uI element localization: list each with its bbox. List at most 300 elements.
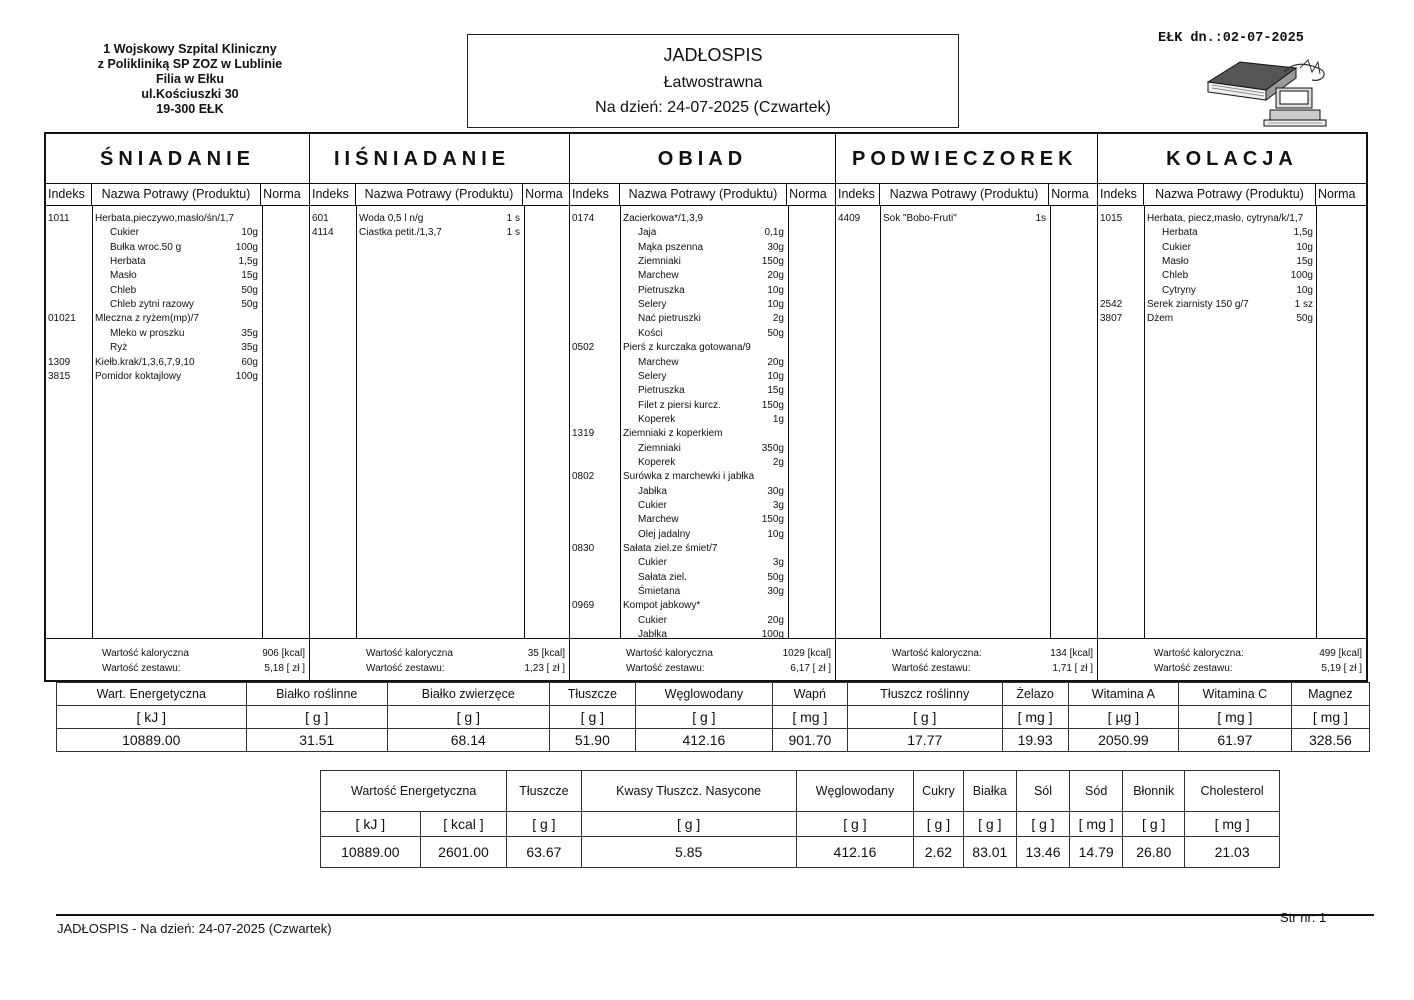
diet-name: Łatwostrawna	[663, 74, 763, 91]
nutrient-header: Żelazo	[1002, 683, 1068, 706]
item-name: Zacierkowa*/1,3,9	[623, 213, 704, 224]
item-name: Herbata	[1162, 227, 1198, 239]
nutrient-header: Tłuszcze	[507, 771, 581, 812]
item-name: Chleb zytni razowy	[110, 299, 194, 311]
nutrient-value: 2601.00	[420, 837, 507, 868]
item-norm: 1g	[772, 413, 784, 425]
nutrient-value: 10889.00	[57, 729, 247, 752]
nutrient-header: Wart. Energetyczna	[57, 683, 247, 706]
column-divider	[1050, 206, 1051, 638]
item-norm: 30g	[767, 241, 784, 253]
meal-column	[310, 134, 570, 680]
column-header-norm: Norma	[525, 187, 563, 201]
nutrient-header: Węglowodany	[796, 771, 913, 812]
menu-item-row	[310, 212, 569, 226]
nutrient-header: Witamina C	[1179, 683, 1292, 706]
meal-summary	[310, 638, 569, 680]
item-name: Śmietana	[638, 586, 681, 598]
menu-item-row	[46, 356, 309, 370]
institution-line: 1 Wojskowy Szpital Kliniczny	[103, 42, 277, 56]
item-name: Olej jadalny	[638, 528, 691, 540]
nutrient-value: 51.90	[549, 729, 635, 752]
item-name: Cukier	[638, 614, 667, 626]
menu-item-row	[1098, 241, 1366, 255]
nutrient-unit: [ g ]	[507, 812, 581, 837]
item-name: Filet z piersi kurcz.	[638, 399, 721, 411]
item-norm: 30g	[767, 586, 784, 598]
item-name: Woda 0,5 l n/g	[359, 213, 424, 224]
column-header-name: Nazwa Potrawy (Produktu)	[92, 184, 261, 205]
item-index: 3815	[48, 370, 71, 382]
menu-item-row	[46, 255, 309, 269]
nutrition-table	[56, 682, 1370, 752]
nutrient-header: Wapń	[772, 683, 847, 706]
column-header-norm: Norma	[1051, 187, 1089, 201]
menu-item-row	[46, 269, 309, 283]
item-norm: 15g	[241, 270, 258, 282]
nutrient-value: 2050.99	[1068, 729, 1178, 752]
item-name: Chleb	[1162, 270, 1189, 282]
calorie-label: Wartość kaloryczna:	[1154, 648, 1244, 659]
item-name: Mąka pszenna	[638, 241, 704, 253]
meal-title: IIŚNIADANIE	[310, 134, 569, 184]
nutrient-value: 5.85	[581, 837, 796, 868]
column-divider	[880, 206, 881, 638]
item-norm: 10g	[767, 370, 784, 382]
item-norm: 60g	[241, 356, 258, 368]
meal-title: PODWIECZOREK	[836, 134, 1097, 184]
item-norm: 0,1g	[764, 227, 784, 239]
nutrient-header: Tłuszcze	[549, 683, 635, 706]
menu-item-row	[46, 212, 309, 226]
item-index: 601	[312, 213, 329, 224]
item-index: 0830	[572, 543, 595, 555]
nutrient-value: 68.14	[387, 729, 549, 752]
item-norm: 100g	[235, 241, 258, 253]
item-name: Surówka z marchewki i jabłka	[623, 471, 755, 483]
item-name: Selery	[638, 370, 667, 382]
nutrient-value: 13.46	[1016, 837, 1069, 868]
menu-item-row	[1098, 298, 1366, 312]
column-header-index: Indeks	[310, 184, 356, 205]
menu-item-row	[570, 269, 835, 283]
item-index: 0174	[572, 213, 595, 224]
item-name: Kompot jabkowy*	[623, 600, 701, 612]
item-index: 1015	[1100, 213, 1123, 224]
calorie-label: Wartość kaloryczna	[366, 648, 453, 659]
menu-item-row	[46, 327, 309, 341]
item-name: Ryż	[110, 342, 128, 354]
item-name: Selery	[638, 299, 667, 311]
cost-label: Wartość zestawu:	[892, 663, 971, 674]
nutrition-summary-table	[320, 770, 1280, 868]
menu-date: Na dzień: 24-07-2025 (Czwartek)	[595, 99, 831, 116]
meal-items	[836, 206, 1097, 638]
menu-item-row	[570, 384, 835, 398]
menu-item-row	[570, 312, 835, 326]
menu-item-row	[570, 241, 835, 255]
item-norm: 10g	[241, 227, 258, 239]
nutrient-header: Witamina A	[1068, 683, 1178, 706]
menu-item-row	[570, 356, 835, 370]
item-norm: 2g	[772, 456, 784, 468]
calorie-value: 134 [kcal]	[1050, 648, 1093, 659]
item-name: Nać pietruszki	[638, 313, 701, 325]
nutrient-unit: [ g ]	[848, 706, 1003, 729]
nutrient-header: Sód	[1070, 771, 1123, 812]
nutrient-value: 63.67	[507, 837, 581, 868]
column-header-norm: Norma	[1318, 187, 1356, 201]
menu-item-row	[570, 556, 835, 570]
item-name: Koperek	[638, 413, 676, 425]
cost-value: 1,23 [ zł ]	[524, 663, 565, 674]
item-norm: 150g	[761, 399, 784, 411]
menu-item-row	[570, 513, 835, 527]
nutrient-value: 17.77	[848, 729, 1003, 752]
menu-item-row	[46, 298, 309, 312]
nutrient-unit: [ mg ]	[1179, 706, 1292, 729]
meal-summary	[1098, 638, 1366, 680]
column-headers	[310, 184, 569, 206]
menu-item-row	[570, 470, 835, 484]
column-headers	[836, 184, 1097, 206]
menu-item-row	[1098, 255, 1366, 269]
column-headers	[570, 184, 835, 206]
menu-item-row	[570, 585, 835, 599]
item-norm: 50g	[767, 571, 784, 583]
page-title: JADŁOSPIS	[663, 45, 763, 65]
menu-item-row	[570, 542, 835, 556]
menu-item-row	[570, 298, 835, 312]
nutrient-unit: [ mg ]	[1291, 706, 1369, 729]
menu-item-row	[570, 571, 835, 585]
calorie-value: 1029 [kcal]	[782, 648, 831, 659]
footer-divider	[56, 914, 1374, 916]
item-norm: 50g	[1296, 313, 1313, 325]
nutrient-value: 31.51	[246, 729, 387, 752]
item-norm: 35g	[241, 327, 258, 339]
item-name: Mleko w proszku	[110, 327, 185, 339]
menu-item-row	[570, 442, 835, 456]
nutrient-unit: [ g ]	[549, 706, 635, 729]
item-name: Ciastka petit./1,3,7	[359, 227, 442, 239]
item-norm: 50g	[241, 284, 258, 296]
item-norm: 350g	[761, 442, 784, 454]
meal-items	[570, 206, 835, 641]
menu-item-row	[570, 413, 835, 427]
column-header-norm: Norma	[263, 187, 301, 201]
menu-item-row	[570, 226, 835, 240]
item-index: 4114	[312, 227, 334, 239]
item-name: Pierś z kurczaka gotowana/9	[623, 342, 751, 354]
institution-line: ul.Kościuszki 30	[141, 87, 239, 101]
cost-value: 1,71 [ zł ]	[1052, 663, 1093, 674]
nutrient-header: Białko zwierzęce	[387, 683, 549, 706]
nutrient-value: 14.79	[1070, 837, 1123, 868]
column-header-name: Nazwa Potrawy (Produktu)	[356, 184, 523, 205]
meal-summary	[570, 638, 835, 680]
nutrient-value: 412.16	[796, 837, 913, 868]
cost-label: Wartość zestawu:	[102, 663, 181, 674]
item-index: 4409	[838, 213, 861, 224]
column-header-index: Indeks	[836, 184, 880, 205]
nutrient-value: 83.01	[963, 837, 1016, 868]
menu-grid	[44, 132, 1368, 682]
menu-item-row	[570, 284, 835, 298]
nutrient-header: Wartość Energetyczna	[321, 771, 507, 812]
item-index: 1319	[572, 428, 595, 440]
menu-item-row	[570, 456, 835, 470]
nutrient-unit: [ mg ]	[772, 706, 847, 729]
nutrient-unit: [ g ]	[246, 706, 387, 729]
column-header-name: Nazwa Potrawy (Produktu)	[1144, 184, 1316, 205]
menu-item-row	[570, 485, 835, 499]
footer-title: JADŁOSPIS - Na dzień: 24-07-2025 (Czwartek)	[57, 921, 332, 936]
menu-item-row	[1098, 226, 1366, 240]
nutrient-value: 2.62	[914, 837, 964, 868]
item-name: Pietruszka	[638, 284, 685, 296]
menu-item-row	[46, 312, 309, 326]
item-norm: 50g	[241, 299, 258, 311]
item-name: Jabłka	[638, 485, 667, 497]
meal-column	[570, 134, 836, 680]
nutrient-unit: [ kJ ]	[321, 812, 421, 837]
column-divider	[524, 206, 525, 638]
item-norm: 1,5g	[1293, 227, 1313, 239]
menu-item-row	[570, 528, 835, 542]
item-norm: 20g	[767, 356, 784, 368]
meal-column	[836, 134, 1098, 680]
item-name: Cytryny	[1162, 284, 1196, 296]
nutrient-header: Cholesterol	[1185, 771, 1280, 812]
cost-label: Wartość zestawu:	[366, 663, 445, 674]
calorie-label: Wartość kaloryczna:	[892, 648, 982, 659]
menu-item-row	[46, 341, 309, 355]
nutrient-unit: [ mg ]	[1070, 812, 1123, 837]
item-index: 0969	[572, 600, 595, 612]
nutrient-unit: [ g ]	[581, 812, 796, 837]
column-header-norm: Norma	[789, 187, 827, 201]
menu-item-row	[570, 327, 835, 341]
item-norm: 10g	[767, 284, 784, 296]
item-name: Serek ziarnisty 150 g/7	[1147, 299, 1249, 311]
item-name: Kości	[638, 327, 663, 339]
item-norm: 150g	[761, 514, 784, 526]
column-header-name: Nazwa Potrawy (Produktu)	[620, 184, 787, 205]
item-norm: 1 s	[506, 213, 520, 224]
column-header-index: Indeks	[570, 184, 620, 205]
item-name: Jaja	[638, 227, 657, 239]
item-norm: 10g	[767, 528, 784, 540]
page-number: Str nr: 1	[1280, 910, 1327, 925]
item-name: Cukier	[110, 227, 139, 239]
item-name: Chleb	[110, 284, 137, 296]
item-name: Marchew	[638, 514, 679, 526]
nutrient-value: 19.93	[1002, 729, 1068, 752]
menu-item-row	[1098, 312, 1366, 326]
item-name: Ziemniaki	[638, 256, 681, 268]
item-name: Sok "Bobo-Fruti"	[883, 213, 957, 224]
nutrient-unit: [ g ]	[1016, 812, 1069, 837]
item-norm: 100g	[761, 629, 784, 641]
item-index: 1011	[48, 213, 70, 224]
item-norm: 3g	[772, 557, 784, 569]
item-norm: 15g	[1296, 256, 1313, 268]
item-norm: 10g	[767, 299, 784, 311]
title-box	[467, 34, 959, 128]
menu-item-row	[570, 212, 835, 226]
menu-item-row	[1098, 284, 1366, 298]
meal-title: OBIAD	[570, 134, 835, 184]
nutrient-value: 901.70	[772, 729, 847, 752]
nutrient-unit: [ µg ]	[1068, 706, 1178, 729]
column-divider	[356, 206, 357, 638]
item-name: Kiełb.krak/1,3,6,7,9,10	[95, 356, 195, 368]
item-name: Pomidor koktajlowy	[95, 370, 182, 382]
menu-item-row	[1098, 269, 1366, 283]
item-norm: 1 sz	[1294, 299, 1313, 311]
menu-item-row	[570, 370, 835, 384]
nutrient-unit: [ g ]	[387, 706, 549, 729]
calorie-value: 499 [kcal]	[1319, 648, 1362, 659]
meal-items	[310, 206, 569, 638]
nutrient-header: Tłuszcz roślinny	[848, 683, 1003, 706]
item-norm: 35g	[241, 342, 258, 354]
issue-date: EŁK dn.:02-07-2025	[1158, 31, 1304, 46]
nutrient-header: Sól	[1016, 771, 1069, 812]
calorie-label: Wartość kaloryczna	[626, 648, 713, 659]
nutrient-header: Błonnik	[1123, 771, 1185, 812]
cost-value: 6,17 [ zł ]	[790, 663, 831, 674]
item-name: Herbata	[110, 256, 146, 268]
item-norm: 20g	[767, 270, 784, 282]
institution-line: Filia w Ełku	[155, 72, 225, 86]
book-computer-icon	[1200, 50, 1340, 128]
item-norm: 100g	[1290, 270, 1313, 282]
menu-item-row	[570, 427, 835, 441]
item-name: Cukier	[638, 500, 667, 511]
meal-column	[1098, 134, 1366, 680]
nutrient-value: 26.80	[1123, 837, 1185, 868]
item-name: Cukier	[638, 557, 667, 569]
menu-item-row	[570, 255, 835, 269]
item-norm: 15g	[767, 385, 784, 397]
menu-item-row	[570, 399, 835, 413]
item-name: Jabłka	[638, 629, 667, 641]
calorie-value: 906 [kcal]	[262, 648, 305, 659]
nutrient-unit: [ kJ ]	[57, 706, 247, 729]
item-norm: 3g	[772, 500, 784, 511]
item-norm: 2g	[772, 313, 784, 325]
item-name: Koperek	[638, 456, 676, 468]
item-norm: 20g	[767, 614, 784, 626]
column-header-index: Indeks	[46, 184, 92, 205]
nutrient-unit: [ mg ]	[1002, 706, 1068, 729]
meal-column	[46, 134, 310, 680]
item-index: 0802	[572, 471, 595, 483]
nutrient-header: Cukry	[914, 771, 964, 812]
nutrient-value: 61.97	[1179, 729, 1292, 752]
nutrient-value: 10889.00	[321, 837, 421, 868]
item-name: Masło	[1162, 256, 1189, 268]
meal-summary	[836, 638, 1097, 680]
cost-label: Wartość zestawu:	[626, 663, 705, 674]
menu-item-row	[310, 226, 569, 240]
nutrient-value: 412.16	[636, 729, 773, 752]
item-name: Marchew	[638, 356, 679, 368]
item-index: 0502	[572, 342, 595, 354]
nutrient-value: 328.56	[1291, 729, 1369, 752]
cost-label: Wartość zestawu:	[1154, 663, 1233, 674]
calorie-label: Wartość kaloryczna	[102, 648, 189, 659]
column-header-index: Indeks	[1098, 184, 1144, 205]
menu-item-row	[836, 212, 1097, 226]
nutrient-header: Białka	[963, 771, 1016, 812]
item-name: Ziemniaki	[638, 442, 681, 454]
item-name: Ziemniaki z koperkiem	[623, 428, 723, 440]
cost-value: 5,18 [ zł ]	[264, 663, 305, 674]
item-name: Sałata ziel.	[638, 571, 687, 583]
nutrient-header: Węglowodany	[636, 683, 773, 706]
cost-value: 5,19 [ zł ]	[1321, 663, 1362, 674]
column-headers	[46, 184, 309, 206]
item-name: Cukier	[1162, 241, 1191, 253]
item-name: Bułka wroc.50 g	[110, 241, 182, 253]
nutrient-unit: [ mg ]	[1185, 812, 1280, 837]
item-name: Masło	[110, 270, 137, 282]
item-norm: 50g	[767, 327, 784, 339]
item-norm: 30g	[767, 485, 784, 497]
item-index: 3807	[1100, 313, 1123, 325]
menu-item-row	[46, 284, 309, 298]
item-index: 1309	[48, 356, 71, 368]
column-header-name: Nazwa Potrawy (Produktu)	[880, 184, 1049, 205]
item-norm: 100g	[235, 370, 258, 382]
nutrient-unit: [ g ]	[796, 812, 913, 837]
menu-item-row	[46, 226, 309, 240]
item-name: Herbata,pieczywo,masło/śn/1,7	[95, 213, 234, 224]
calorie-value: 35 [kcal]	[527, 648, 565, 659]
item-name: Marchew	[638, 270, 679, 282]
nutrient-header: Magnez	[1291, 683, 1369, 706]
institution-line: z Polikliniką SP ZOZ w Lublinie	[97, 57, 283, 71]
item-index: 2542	[1100, 299, 1123, 311]
item-norm: 1 s	[506, 227, 520, 239]
item-name: Herbata, piecz,masło, cytryna/k/1,7	[1147, 213, 1304, 224]
menu-item-row	[46, 241, 309, 255]
item-norm: 10g	[1296, 284, 1313, 296]
nutrient-unit: [ g ]	[1123, 812, 1185, 837]
column-headers	[1098, 184, 1366, 206]
meal-title: ŚNIADANIE	[46, 134, 309, 184]
meal-title: KOLACJA	[1098, 134, 1366, 184]
item-name: Sałata ziel.ze śmiet/7	[623, 543, 718, 555]
menu-item-row	[46, 370, 309, 384]
item-norm: 10g	[1296, 241, 1313, 253]
meal-items	[1098, 206, 1366, 638]
item-norm: 150g	[761, 256, 784, 268]
nutrient-unit: [ g ]	[636, 706, 773, 729]
institution-line: 19-300 EŁK	[156, 102, 224, 116]
meal-summary	[46, 638, 309, 680]
item-name: Dżem	[1147, 313, 1174, 325]
meal-items	[46, 206, 309, 638]
menu-item-row	[570, 499, 835, 513]
item-norm: 1,5g	[238, 256, 258, 268]
institution-block	[70, 42, 310, 117]
nutrient-header: Kwasy Tłuszcz. Nasycone	[581, 771, 796, 812]
nutrient-unit: [ kcal ]	[420, 812, 507, 837]
